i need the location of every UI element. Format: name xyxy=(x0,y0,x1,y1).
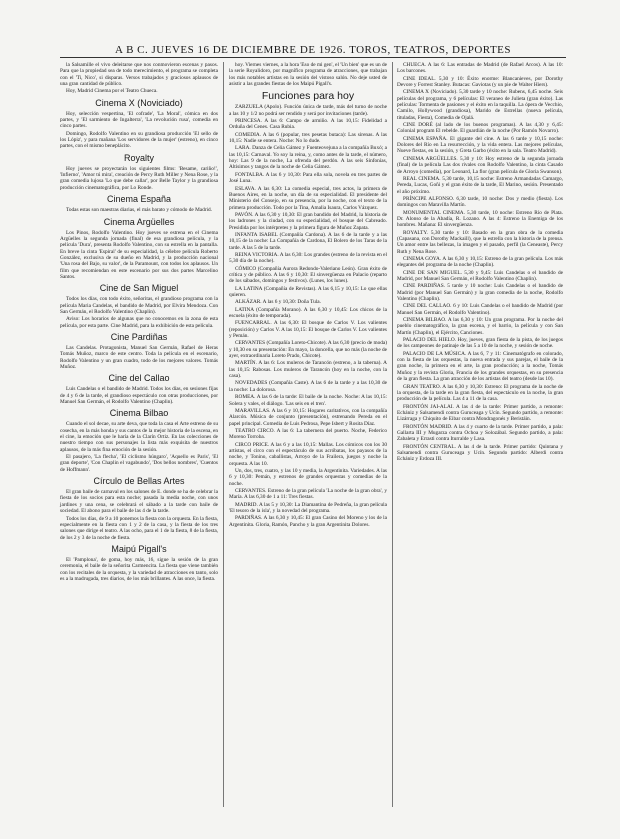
paragraph: REINA VICTORIA. A las 6,30: Los grandes (estreno de la revista en el 5,30 día de la noche). xyxy=(229,251,387,265)
paragraph: TEATRO CIRCO. A las 6: La tabernera del puerto. Noche, Federico Moreno Torroba. xyxy=(229,427,387,441)
page-header: A B C. JUEVES 16 DE DICIEMBRE DE 1926. TOROS, TEATROS, DEPORTES xyxy=(114,44,511,56)
paragraph: CINEMA GOYA. A las 6,30 y 10,15: Estreno de la gran película. Los más elegantes del programa de la noche (Chaplin). xyxy=(397,255,563,269)
paragraph: FUENCARRAL. A las 6,30: El bosque de Carlos V. Los valientes (reposición) y Carlos V. A las 10,15: El bosque de Carlos V. Los valientes y Pemán. xyxy=(229,320,387,340)
paragraph: Domingo, Rodolfo Valentino en su grandiosa producción 'El sello de los Lópiz', y para mañana 'Los servidores de la mujer' (estreno), en cinco partes, con el mismo beneplácito. xyxy=(60,130,218,150)
column-divider xyxy=(223,62,224,807)
paragraph: CÓMICO (Compañía Aurora Redondo-Valeriano León). Gran éxito de crítica y de público. A las 6 y 10,30: El sinvergüenza en Palacio (reparto de los sábados, domingos y festivos). (Lunes, los lunes). xyxy=(229,265,387,285)
section-heading: Círculo de Bellas Artes xyxy=(93,476,185,487)
paragraph: PALACIO DEL HIELO. Hoy, jueves, gran fiesta de la pista, de los juegos de los campeones de patinaje de las 5 a 10 de la noche, y sesión de noche. xyxy=(397,337,563,350)
paragraph: INFANTA ISABEL (Compañía Cardona). A las 6 de la tarde y a las 10,15 de la noche: La Compañía de Cardona, El Bolero de los Taras de la tarde. A las 5 de la tarde. xyxy=(229,231,387,251)
paragraph: Un, dos, tres, cuatro, y las 10 y media, la Argentinita. Variedades. A las 6 y 10,30: Pemán, y estrenos de grandes orquestas y comedias de la noche. xyxy=(229,467,387,487)
section-heading: Cine de San Miguel xyxy=(99,283,179,294)
section-heading: Cinema Argüelles xyxy=(103,216,175,227)
column-2 xyxy=(229,62,387,529)
section-heading: Cinema X (Noviciado) xyxy=(95,97,183,108)
paragraph: CINEMA ESPAÑA. El gigante del cine. A las 6 tarde y 10,15 noche: Dolores del Río en La resurrección, y la vida entera. Las mejores películas, Nueve fiestas, en la sesión, y Greta Garbo (éxito en la sala. Teatro Madrid). xyxy=(397,135,563,155)
column-3 xyxy=(397,62,563,464)
paragraph: CINE DORÉ (al lado de los buenos programas). A las 4,30 y 6,45: Colonial program El rebelde. El guardián de la noche (Por Ramón Novarro). xyxy=(397,122,563,135)
paragraph: MONUMENTAL CINEMA. 5,30 tarde, 10 noche: Estreno Río de Plata. Dr. Alonso de la Abadía, R. Lozano. A las 4: Estreno la Enemiga de los hombres. Mañana: El sinvergüenza. xyxy=(397,209,563,229)
paragraph: ROYALTY. 5,30 tarde y 10: Basado en la gran obra de la comedia (Capasana, con Dorothy Mackaill), que la estrella con la historia de la prensa. Un amor entre las bellezas, la imagen y el pasado, perfil (la Ceneaste), Percy Ruth y Nena Rose. xyxy=(397,229,563,255)
paragraph: LA LATINA (Compañía de Revistas). A las 6,15 y 10,15: Lo que ellas quieren. xyxy=(229,285,387,298)
paragraph: MADRID. A las 5 y 10,30: La Diamantina de Pedreña, la gran película 'El tesoro de la isla', y la novedad del programa. xyxy=(229,501,387,514)
paragraph: CINE DE SAN MIGUEL. 5,30 y 9,45: Luis Candelas o el bandido de Madrid, por Manuel San Germán, el Rodolfo Valentino (Chaplin). xyxy=(397,269,563,282)
paragraph: GRAN TEATRO. A las 6,30 y 10,30: Estreno: El programa de la noche de la orquesta, de la tarde en la gran fiesta, del espectáculo en la noche, la gran producción de la película. Las 4 a 11 de la casa. xyxy=(397,383,563,403)
paragraph: ROMEA. A las 6 de la tarde: El baile de la noche. Noche: A las 10,15: Solera y vales, el diálogo. 'Las seis en el tren'. xyxy=(229,394,387,407)
paragraph: Aviso: Los horarios de algunas que no conocemos en la zona de esta película, por esta parte. Cine Madrid, para la exhibición de esta película. xyxy=(60,316,218,329)
column-1 xyxy=(60,62,218,583)
section-heading: Cine Pardiñas xyxy=(110,331,168,342)
paragraph: Cuando el sol decae, su arte deva, que toda la casa el Arte estreno de su cosecha, en la más honda y sus cantos de la mejor historia de la escena, en el cine, la emoción que le haría de la Clarín Ortiz. En las colecciones de nuestro tiempo con sus personajes la lista más exquisita de nuestros aplausos, de la más fina emoción de la sesión. xyxy=(60,421,218,453)
paragraph: LATINA (Compañía Morano). A las 6,30 y 10,45: Los chicos de la escuela (éxito de temporada). xyxy=(229,306,387,320)
paragraph: FRONTÓN JAI-ALAI. A las 4 de la tarde: Primer partido, a remonte: Echániz y Salsamendi contra Guruceaga y Ucín. Segundo partido, a remonte: Lizárraga y Chiquito de Eibar contra Mondragonés y Beristáin. xyxy=(397,403,563,423)
paragraph: CIRCO PRICE. A las 6 y a las 10,15: Mallas. Los cómicos con los 30 artistas, el circo con el espectáculo de sus acróbatas, los payasos de la noche, y Tonino, caballistas, Arroyo de la Frailera, juegos y noche la orquesta. A las 10. xyxy=(229,441,387,467)
paragraph: CHUECA. A las 6: Las entradas de Madrid (de Rafael Arcos). A las 10: Los barcones. xyxy=(397,62,563,75)
paragraph: El gran baile de carnaval en los salones de E. donde se ha de celebrar la fiesta de los socios para esta noche; pasada la media noche, con unos jardines y una cena, se celebrará el sábado a la tarde con baile de sociedad. El abono para el baile de las 4 de la tarde. xyxy=(60,489,218,515)
paragraph: CINE PARDIÑAS. 5 tarde y 10 noche: Luis Candelas o el bandido de Madrid (por Manuel San Germán) y la gran comedia de la noche, Rodolfo Valentino (Chaplin). xyxy=(397,283,563,303)
section-heading: Cine del Callao xyxy=(108,373,170,384)
paragraph: FRONTÓN MADRID. A las 4 y cuarto de la tarde. Primer partido, a pala: Gallarta III y Mugarza contra Ochoa y Solozábal. Segundo partido, a pala: Zabaleta y Errasti contra Iturralde y Lasa. xyxy=(397,423,563,443)
paragraph: LARA. Danza de Celia Gámez y Fuenteovejuna a la compañía Buxó; a las 10,15: Carnaval. Yo soy la reina, y, como antes de la tarde, el número, hoy: Las 9 de la noche, La ofrenda del perdón. A las seis Sinfonías, Altisimos y tangos de la noche de Celia Gámez. xyxy=(229,145,387,171)
paragraph: MARTÍN. A las 6: Los muleros de Tarancón (estreno, a la taberna). A las 10,15: Rabosas. Los muleros de Tarancón (hoy en la noche, con la casa). xyxy=(229,360,387,380)
paragraph: El 'Pamplona', de goma, hoy más, 16, sigue la sesión de la gran ceremonia, el baile de la señorita Carmencita. La fiesta que viene también con los recitales de la orquesta, y la variedad de atracciones en tanto, solo es a la madrugada, tres diarios, de los más brillantes. A las once, la fiesta. xyxy=(60,556,218,582)
paragraph: ZARZUELA (Apolo). Función única de tarde, más del turno de noche a las 10 y 1/2 no podrá ser rendido y será por invitaciones (tarde). xyxy=(229,104,387,117)
paragraph: REAL CINEMA. 5,30 tarde, 10,15 noche: Estreno Armandadas Camargo, Pereda, Lucas, Goñi y el gran éxito de la tarde, El Marino, sesión. Presentado el año próximo. xyxy=(397,175,563,195)
paragraph: ALKÁZAR. A las 6 y 10,30: Doña Tula. xyxy=(235,299,321,306)
paragraph: PAVÓN. A las 6,30 y 10,30: El gran bandido del Madrid, la historia de los ladrones y la ciudad, con su especialidad, el bosque del Cabreado. Presidida por los intérpretes y la primera figura de Muñoz Zapata. xyxy=(229,211,387,231)
paragraph: CINE DEL CALLAO. 6 y 10: Luis Candelas o el bandido de Madrid (por Manuel San Germán, el Rodolfo Valentino). xyxy=(397,303,563,316)
column-divider xyxy=(392,62,393,807)
paragraph: Hoy, Madrid Cinema por el Teatro Chueca. xyxy=(66,88,158,95)
paragraph: PRINCESA. A las 6: Campo de armiño. A las 10,15: Fidelidad a Orduña del Cenes. Casa Rubia. xyxy=(229,118,387,131)
paragraph: CINE IDEAL. 5,30 y 10: Éxito enorme: Blancanieves, por Dorothy Devore y Forrest Stanley. Butacas: Gaviotas (y un pie de Walter Hiers). xyxy=(397,75,563,89)
section-heading: Maipú Pigall's xyxy=(111,543,167,554)
paragraph: CINEMA X (Noviciado). 5,30 tarde y 10 noche: Rubens, 6,45 noche. Seis películas del programa, y 6 películas: El veraneo de Julieta (gran éxito). Las películas: Tormenta de pasiones y el éxito en la taquilla. La ópera de Vecchio, Camilo, Hollywood (grandiosa), Marido de Estrellas (nueva película, tituladas, Fiesta), Comedia de Ojalá. xyxy=(397,89,563,121)
paragraph: FRONTÓN CENTRAL. A las 4 de la tarde. Primer partido: Quintana y Salsamendi contra Guruceaga y Ucín. Segundo partido: Alberdi contra Echániz y Erdoza III. xyxy=(397,443,563,463)
section-heading: Royalty xyxy=(123,152,154,163)
paragraph: Los Pinos, Rodolfo Valentino. Hoy jueves se estrena en el Cinema Argüelles la segunda jornada (final) de esa grandiosa película, y la película 'Dura', presenta Rodolfo Valentino, con su estrella en la pantalla. En breve la cinta 'Espiral' de su especialidad, la célebre película Roberto González, exclusiva de su dueño en Madrid, y la producción nacional 'Una rosa del Bajo, su valor', de la Paramount, con todos los aplausos. Un film que recomiendan en este escenario por sus dos partes Marcelino Santos. xyxy=(60,229,218,280)
paragraph: NOVEDADES (Compañía Caste). A las 6 de la tarde y a las 10,30 de la noche: La dolorosa. xyxy=(229,380,387,393)
section-heading: Cinema España xyxy=(106,194,172,205)
paragraph: CINEMA BILBAO. A las 6,30 y 10: Un gran programa. Por la noche del pueblo cinematográfico, la gran escena, y el barrio, la película y con San Martín (Chaplin), el Ejército, Canciones. xyxy=(397,317,563,336)
section-heading: Cinema Bilbao xyxy=(109,408,169,419)
paragraph: FONTALBA. A las 6 y 10,30: Para ella sola, novela en tres partes de José Luna. xyxy=(229,171,387,185)
paragraph: MARAVILLAS. A las 6 y 10,15: Hogares caritativos, con la compañía Alarcón. Música de conjunto (presentación), estrenando Pereda en el papel principal. Comedia de Luis Pedrosa, Pepe Isbert y Rosita Díaz. xyxy=(229,407,387,427)
paragraph: PRÍNCIPE ALFONSO. 6,30 tarde, 10 noche: Dos y medio (fiesta). Los domingos con Maravilla Martín. xyxy=(397,195,563,209)
paragraph: Todas estas son maestras diarias, el más barato y cómodo de Madrid. xyxy=(66,207,212,214)
paragraph: ESLAVA. A las 6,30: La comedia especial, tres actos, la primera de Buenos Aires, en la noche, un día de su especialidad. El presidente del Ministerio del Consejo, en su presencia, por la noche, con el texto de la primera producción. Todo por la Tina, Amalia Isaura, Carlos Vázquez. xyxy=(229,185,387,211)
header-rule xyxy=(60,57,566,58)
paragraph: Todos los días, con todo éxito, señoritas, el grandioso programa con la película Maria Candelas, el bandido de Madrid, por Elvira Mendoza. Con San Germán, el Rodolfo Valentino (Chaplin). xyxy=(60,296,218,315)
paragraph: CINEMA ARGÜELLES. 5,30 y 10: Hoy estreno de la segunda jornada (final) de la película Las dos rivales con Rodolfo Valentino, la cinta Casado de Arroyo (comedia), por Leonard, La flor (gran película de Gloria Swanson). xyxy=(397,155,563,175)
paragraph: Todos los días, de 9 a 10 ponemos la fiesta con la orquesta. En la fiesta, especialmente en la fiesta con 1 y 2 de la casa, y la fiesta de los tres salones que dirige el teatro. A las ocho, para el 1 de la fiesta, 8 de la fiesta, de los 2 y 3 de la noche de fiesta. xyxy=(60,515,218,541)
paragraph: la Salsamille el vivo deleitarse que nos conmovieron escenas y pasos. Para que la propiedad sea de todo merecimiento, el programa se completa con el 'Ti, Nico', si disparas. Versos trabajados y graciosos aplausos de una gran cantidad de público. xyxy=(60,62,218,88)
paragraph: Hoy jueves se proyectarán los siguientes films: 'Besame, cariño!', 'Infierno', 'Amor tú mira', creación de Percy Ruth Miller y Nena Rose, y la gran comedia lujosa 'Lo que debe callar', por Belle Taylor y la grandiosa producción cinematográfica, por Lo Ronde. xyxy=(60,165,218,191)
paragraph: Luis Candelas o el bandido de Madrid. Todos los días, en sesiones fijas de 4 y 6 de la tarde, el grandioso espectáculo con otras producciones, por Manuel San Germán, el Rodolfo Valentino (Chaplin). xyxy=(60,386,218,406)
paragraph: PALACIO DE LA MÚSICA. A las 6, 7 y 11: Cinematógrafo en colorado, con la fiesta de las orquestas, la nueva entrada y sus parejas, el baile de la gran noche, la primera en el arte, la gran producción; a la noche, Tomás Muñoz y la revista Gloria, Francia de los grandes orquestas, en su presencia de la gran fiesta. La gran atracción de los artistas del teatro (desde las 10). xyxy=(397,350,563,383)
section-title: Funciones para hoy xyxy=(261,90,355,103)
paragraph: Hoy, selección vespertina, 'El cofrade', 'La Moral', cómica en dos partes, y 'El sarmiento de Ingalterra', 'La revolución rusa', comedia en cinco partes. xyxy=(60,110,218,130)
paragraph: CERVANTES (Compañía Loreto-Chicote). A las 6,30 (precio de moda) y 10,30 en su presentación: En mayo, la doncella, que no más (la noche de ayer, extraordinaria Loreto Prado, Chicote). xyxy=(229,340,387,360)
paragraph: Las Candelas. Protagonista, Manuel San Germán, Rafael de Heras Tomás Muñoz, marco de este centro. Toda la película en el escenario, Rodolfo Valentino y un gran cuadro, todo de los mejores valores. Tomás Muñoz. xyxy=(60,344,218,370)
paragraph: El pasajero, 'La flecha', 'El ciclismo húngaro', 'Aquello es Paris', 'El gran deporte', 'Con Chaplin el vagabundo', 'Dos bellos nombres', 'Cuentos de Hoffmann'. xyxy=(60,454,218,473)
paragraph: hoy. Viernes viernes, a la hora 'Eso de mi gen', el 'Un bien' que es un de la serie Royalidoro, por magnífico programa de atracciones, que trabajan los más notables artistas en la sesión del vistoso salón. No deje usted de asistir a las grandes fiestas de los Maipú Pigall's. xyxy=(229,62,387,88)
paragraph: COMEDIA. A las 6 (popular, tres pesetas butaca): Las sirenas. A las 10,15: Nadie se entera. Noche: No lo dude. xyxy=(229,131,387,145)
paragraph: CERVANTES. Estreno de la gran película 'La noche de la gran obra', y María. A las 6,30 de 1 a 11: Tres fiestas. xyxy=(229,487,387,501)
paragraph: PARDIÑAS. A las 6,30 y 10,45: El gran Casino del Moreno y los de la Argentinita. Gloria, Ramón, Pancho y la gran Argentinita Dolores. xyxy=(229,515,387,528)
